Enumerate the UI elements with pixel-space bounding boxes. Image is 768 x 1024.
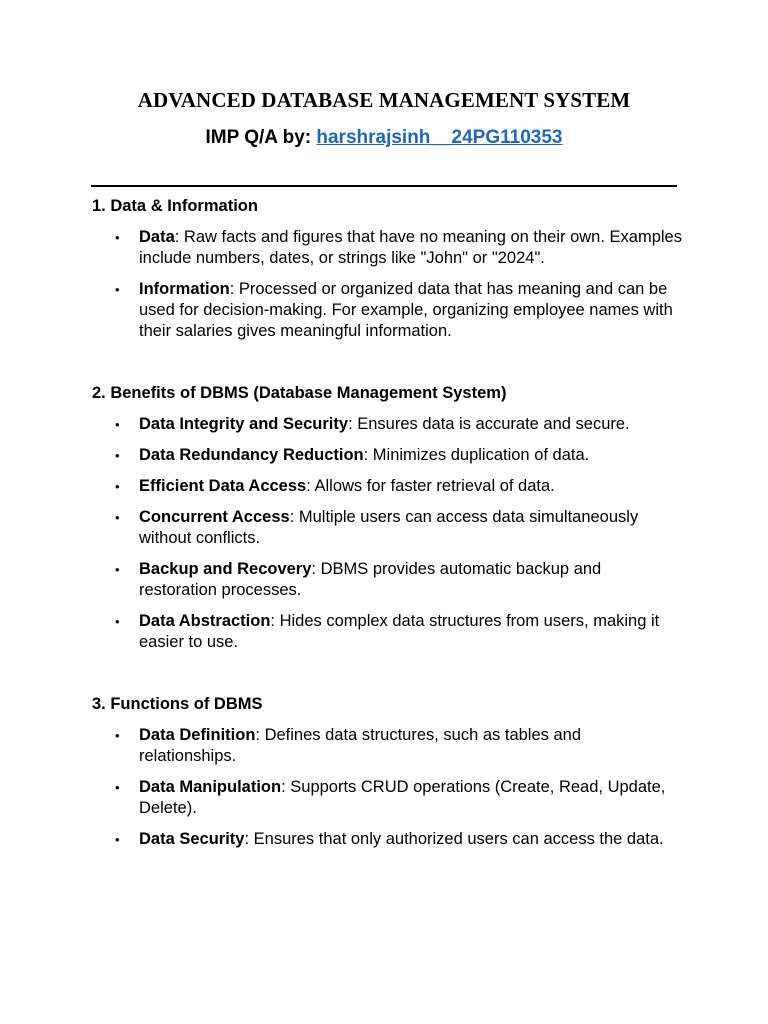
item-text: : Allows for faster retrieval of data. xyxy=(306,477,555,495)
item-text: : Defines data structures, such as tables and relationships. xyxy=(139,726,582,765)
section-benefits-of-dbms xyxy=(92,383,682,653)
bullet-icon: • xyxy=(115,448,120,463)
list-item xyxy=(92,227,682,269)
list-item xyxy=(92,777,682,819)
item-text: : Multiple users can access data simultaneously without conflicts. xyxy=(139,508,639,547)
list-item xyxy=(92,445,682,466)
list-item xyxy=(92,559,682,601)
item-term: Information xyxy=(139,280,230,298)
document-body xyxy=(92,196,682,891)
item-text: : Processed or organized data that has meaning and can be used for decision-making. For example, organizing employee names with their salaries gives meaningful information. xyxy=(139,280,673,340)
bullet-icon: • xyxy=(115,832,120,847)
list-item xyxy=(92,414,682,435)
item-term: Data Abstraction xyxy=(139,612,271,630)
item-term: Data Definition xyxy=(139,726,256,744)
item-text: : Ensures that only authorized users can access the data. xyxy=(244,830,664,848)
item-term: Data Security xyxy=(139,830,245,848)
item-text: : Ensures data is accurate and secure. xyxy=(348,415,630,433)
bullet-list xyxy=(92,725,682,850)
item-term: Data Integrity and Security xyxy=(139,415,349,433)
bullet-icon: • xyxy=(115,614,120,629)
section-functions-of-dbms xyxy=(92,694,682,850)
bullet-icon: • xyxy=(115,417,120,432)
item-term: Concurrent Access xyxy=(139,508,290,526)
bullet-list xyxy=(92,227,682,342)
item-term: Data Manipulation xyxy=(139,778,282,796)
item-text: : DBMS provides automatic backup and restoration processes. xyxy=(139,560,602,599)
item-text: : Minimizes duplication of data. xyxy=(363,446,590,464)
bullet-icon: • xyxy=(115,230,120,245)
horizontal-divider xyxy=(91,185,677,187)
list-item xyxy=(92,507,682,549)
document-title: ADVANCED DATABASE MANAGEMENT SYSTEM xyxy=(137,88,631,112)
document-subtitle xyxy=(0,127,768,149)
bullet-icon: • xyxy=(115,510,120,525)
author-link[interactable]: harshrajsinh__24PG110353 xyxy=(316,127,563,148)
item-text: : Hides complex data structures from users, making it easier to use. xyxy=(139,612,660,651)
item-text: : Supports CRUD operations (Create, Read, Update, Delete). xyxy=(139,778,666,817)
bullet-list xyxy=(92,414,682,653)
item-term: Data Redundancy Reduction xyxy=(139,446,364,464)
item-term: Efficient Data Access xyxy=(139,477,307,495)
bullet-icon: • xyxy=(115,728,120,743)
section-heading: 1. Data & Information xyxy=(92,197,258,215)
bullet-icon: • xyxy=(115,479,120,494)
list-item xyxy=(92,725,682,767)
list-item xyxy=(92,829,682,850)
list-item xyxy=(92,611,682,653)
section-heading: 2. Benefits of DBMS (Database Management System) xyxy=(92,384,507,402)
list-item xyxy=(92,476,682,497)
subtitle-prefix: IMP Q/A by: xyxy=(205,127,317,148)
item-text: : Raw facts and figures that have no meaning on their own. Examples include numbers, dates, or strings like "John" or "2024". xyxy=(139,228,682,267)
bullet-icon: • xyxy=(115,780,120,795)
section-data-information xyxy=(92,196,682,342)
bullet-icon: • xyxy=(115,562,120,577)
bullet-icon: • xyxy=(115,282,120,297)
section-heading: 3. Functions of DBMS xyxy=(92,695,263,713)
item-term: Data xyxy=(139,228,175,246)
list-item xyxy=(92,279,682,342)
item-term: Backup and Recovery xyxy=(139,560,312,578)
